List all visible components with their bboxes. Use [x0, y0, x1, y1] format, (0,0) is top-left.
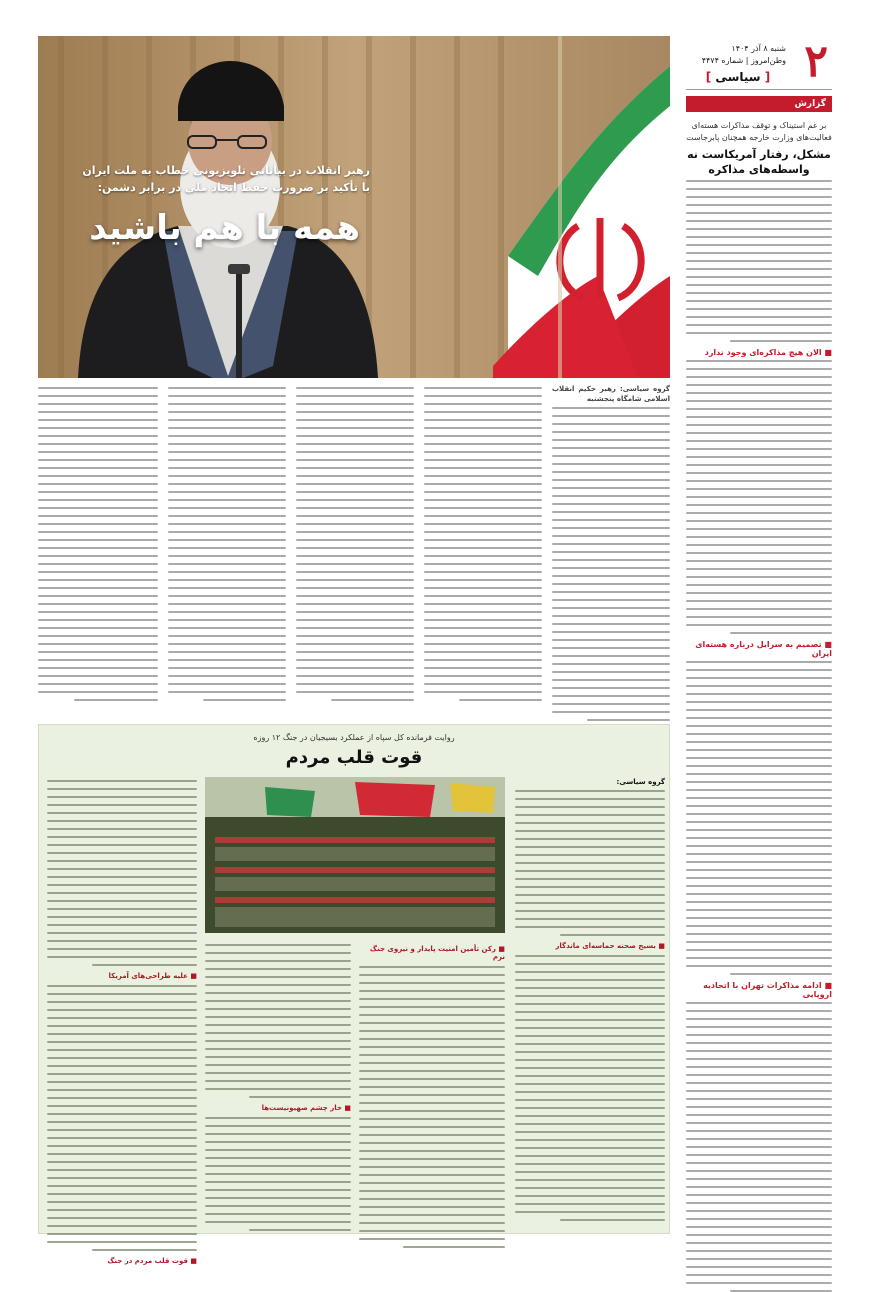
box-subheading-4: ■ قوت قلب مردم در جنگ [107, 1257, 197, 1265]
article-column-4 [168, 384, 286, 714]
box-column-1 [515, 777, 665, 1227]
sidebar-subheading-1: ■ الان هیچ مذاکره‌ای وجود ندارد [704, 348, 832, 357]
box-text-4 [205, 944, 351, 1098]
sidebar-subheading-2: ■ تصمیم به سرایل درباره هسته‌ای ایران [695, 640, 832, 658]
hero-kicker [60, 162, 370, 196]
box-text-6 [47, 780, 197, 966]
article-column-5 [38, 384, 158, 714]
sidebar-text-block-3 [686, 661, 832, 975]
page-number: ۲ [804, 36, 828, 87]
hero-photo [38, 36, 670, 378]
box-text-3 [359, 966, 505, 1248]
hero-kicker-line-2: با تأکید بر ضرورت حفظ اتحاد ملی در برابر دشمن: [97, 181, 370, 194]
box-photo [205, 777, 505, 933]
box-subheading-3: ■ خار چشم صهیونیست‌ها [261, 1104, 351, 1112]
box-text-2 [515, 955, 665, 1221]
sidebar-subheading-3: ■ ادامه مذاکرات تهران با اتحادیه اروپایی [703, 981, 832, 999]
sidebar-headline: مشکل، رفتار آمریکاست نه واسطه‌های مذاکره [687, 148, 831, 176]
crowd-illustration [205, 777, 505, 933]
box-column-3 [205, 941, 351, 1237]
hero-illustration [38, 36, 670, 378]
box-column-2 [359, 941, 505, 1254]
article-text-1 [552, 407, 670, 721]
sidebar-text-block-4 [686, 1002, 832, 1292]
article-column-1 [552, 384, 670, 714]
article-text-4 [168, 387, 286, 701]
bracket-open: [ [764, 70, 771, 84]
paper-name: وطن‌امروز | شماره ۴۴۷۴ [701, 56, 786, 65]
box-subheading-2: ■ رکن تأمین امنیت پایدار و نیروی جنگ نرم [369, 945, 505, 961]
sidebar-text-block-2 [686, 360, 832, 634]
box-subheading-5: ■ علیه طراحی‌های آمریکا [108, 972, 197, 980]
masthead [686, 36, 832, 90]
basij-report-box [38, 724, 670, 1265]
section-name: سیاسی [715, 70, 761, 84]
box-text-1 [515, 790, 665, 936]
box-column-4 [47, 777, 197, 1270]
box-text-7 [47, 985, 197, 1251]
bracket-close: ] [705, 70, 712, 84]
article-lead: گروه سیاسی: رهبر حکیم انقلاب اسلامی شامگاه پنجشنبه [552, 385, 670, 403]
sidebar-kicker: بر غم استیناک و توقف مذاکرات هسته‌ای فعالیت‌های وزارت خارجه همچنان پابرجاست [686, 121, 832, 142]
article-column-2 [424, 384, 542, 714]
report-tag: گزارش [686, 96, 832, 112]
article-text-5 [38, 387, 158, 701]
box-text-5 [205, 1117, 351, 1231]
hero-kicker-line-1: رهبر انقلاب در بیاناتی تلویزیونی خطاب به ملت ایران [82, 164, 370, 177]
box-subheading-1: ■ بسیج صحنه حماسه‌ای ماندگار [555, 942, 665, 950]
main-article [38, 384, 670, 714]
issue-date: شنبه ۸ آذر ۱۴۰۴ [731, 44, 786, 53]
article-column-3 [296, 384, 414, 714]
article-text-3 [296, 387, 414, 701]
sidebar-column [686, 36, 832, 1232]
sidebar-text-block-1 [686, 180, 832, 342]
section-label [690, 68, 786, 86]
hero-title: همه با هم باشید [89, 208, 360, 248]
article-text-2 [424, 387, 542, 701]
box-lead: گروه سیاسی: [616, 778, 665, 786]
box-kicker: روایت فرمانده کل سپاه از عملکرد بسیجیان در جنگ ۱۲ روزه [253, 733, 455, 742]
box-title: قوت قلب مردم [285, 747, 423, 768]
